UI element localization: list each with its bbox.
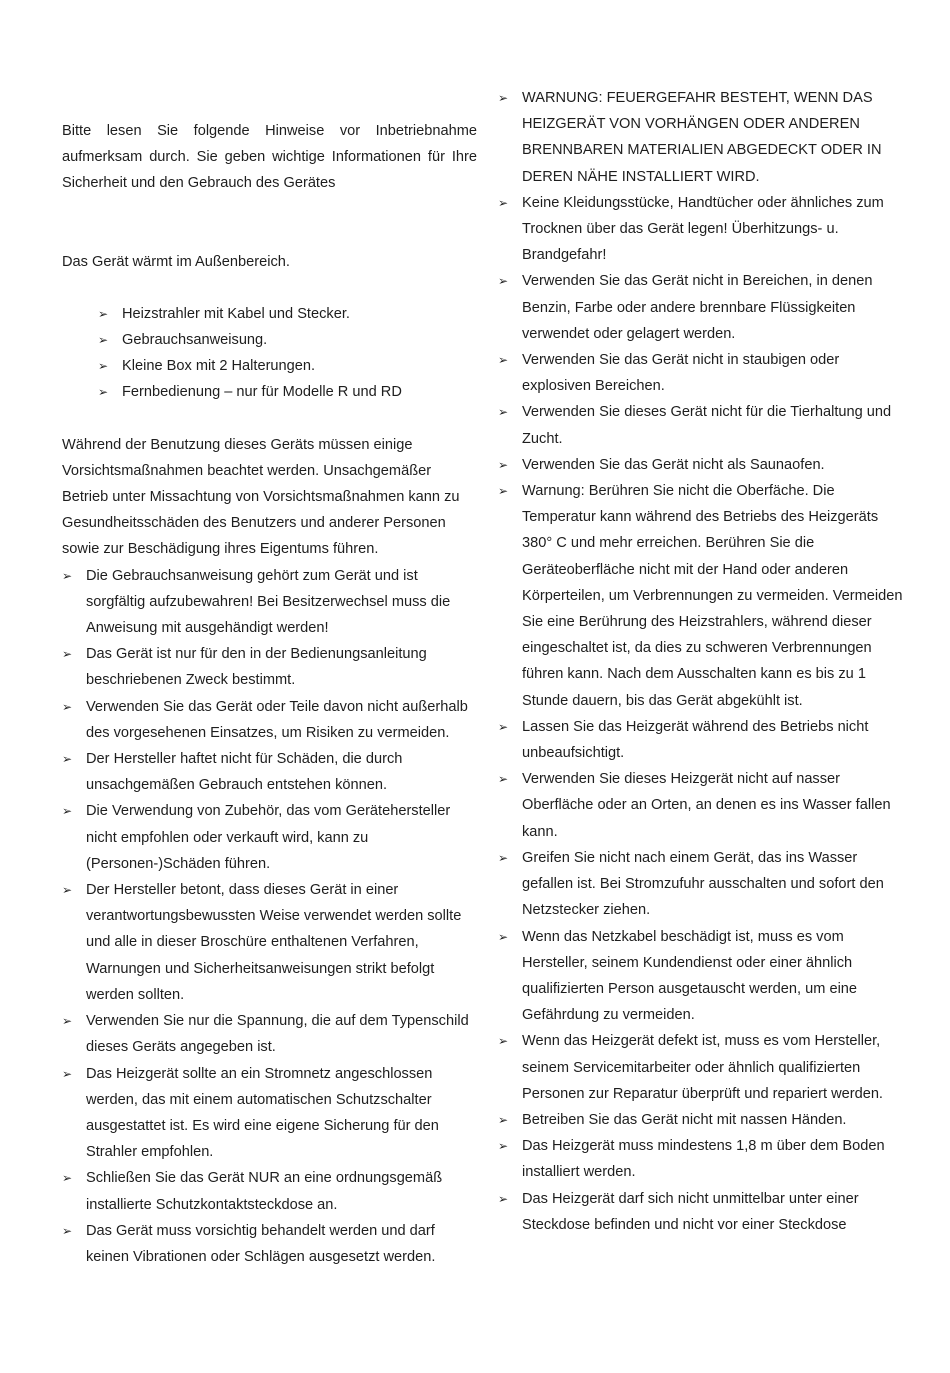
arrow-bullet-icon: ➢	[62, 1014, 73, 1029]
list-item: ➢ Warnung: Berühren Sie nicht die Oberfäche. Die Temperatur kann während des Betriebs des Heizgeräts 380° C und mehr erreichen. Berühren Sie die Geräteoberfläche nicht mit der Hand oder anderen Körperteilen, um Verbrennungen zu vermeiden. Vermeiden Sie eine Berührung des Heizstrahlers, während dieser eingeschaltet ist, da dies zu schweren Verbrennungen führen kann. Nach dem Ausschalten kann es bis zu 1 Stunde dauern, bis das Gerät abgekühlt ist.	[498, 478, 910, 714]
list-item: ➢ Verwenden Sie nur die Spannung, die auf dem Typenschild dieses Geräts angegeben ist.	[62, 1008, 477, 1060]
arrow-bullet-icon: ➢	[498, 91, 509, 105]
list-item: ➢ WARNUNG: FEUERGEFAHR BESTEHT, WENN DAS HEIZGERÄT VON VORHÄNGEN ODER ANDEREN BRENNBAREN MATERIALIEN ABGEDECKT ODER IN DEREN NÄHE INSTALLIERT WIRD.	[498, 85, 910, 190]
list-item: ➢ Keine Kleidungsstücke, Handtücher oder ähnliches zum Trocknen über das Gerät legen! Überhitzungs- u. Brandgefahr!	[498, 190, 910, 269]
arrow-bullet-icon: ➢	[62, 1223, 73, 1238]
list-item: ➢ Verwenden Sie dieses Gerät nicht für die Tierhaltung und Zucht.	[498, 399, 910, 451]
list-item: ➢ Das Gerät ist nur für den in der Bedienungsanleitung beschriebenen Zweck bestimmt.	[62, 641, 477, 693]
arrow-bullet-icon: ➢	[498, 274, 509, 289]
arrow-bullet-icon: ➢	[498, 719, 509, 734]
list-item: ➢ Wenn das Heizgerät defekt ist, muss es vom Hersteller, seinem Servicemitarbeiter oder ähnlich qualifizierten Personen zur Reparatur überprüft und repariert werden.	[498, 1028, 910, 1107]
list-item: ➢ Gebrauchsanweisung.	[98, 327, 477, 353]
arrow-bullet-icon: ➢	[498, 850, 509, 865]
arrow-bullet-icon: ➢	[62, 804, 73, 819]
list-item: ➢ Verwenden Sie das Gerät oder Teile davon nicht außerhalb des vorgesehenen Einsatzes, um Risiken zu vermeiden.	[62, 694, 477, 746]
list-item: ➢ Kleine Box mit 2 Halterungen.	[98, 353, 477, 379]
arrow-bullet-icon: ➢	[498, 353, 509, 368]
list-item: ➢ Verwenden Sie das Gerät nicht in Bereichen, in denen Benzin, Farbe oder andere brennbare Flüssigkeiten verwendet oder gelagert werden.	[498, 268, 910, 347]
arrow-bullet-icon: ➢	[98, 385, 109, 400]
arrow-bullet-icon: ➢	[498, 1139, 509, 1154]
arrow-bullet-icon: ➢	[62, 568, 73, 583]
arrow-bullet-icon: ➢	[62, 1066, 73, 1081]
safety-list-right	[498, 85, 910, 1238]
list-item: ➢ Die Verwendung von Zubehör, das vom Gerätehersteller nicht empfohlen oder verkauft wird, kann zu (Personen-)Schäden führen.	[62, 798, 477, 877]
arrow-bullet-icon: ➢	[98, 306, 109, 321]
arrow-bullet-icon: ➢	[498, 772, 509, 787]
list-item: ➢ Das Heizgerät muss mindestens 1,8 m über dem Boden installiert werden.	[498, 1133, 910, 1185]
list-item: ➢ Greifen Sie nicht nach einem Gerät, das ins Wasser gefallen ist. Bei Stromzufuhr ausschalten und sofort den Netzstecker ziehen.	[498, 845, 910, 924]
list-item: ➢ Lassen Sie das Heizgerät während des Betriebs nicht unbeaufsichtigt.	[498, 714, 910, 766]
arrow-bullet-icon: ➢	[62, 752, 73, 767]
list-item: ➢ Das Heizgerät darf sich nicht unmittelbar unter einer Steckdose befinden und nicht vor einer Steckdose	[498, 1186, 910, 1238]
arrow-bullet-icon: ➢	[498, 457, 509, 472]
arrow-bullet-icon: ➢	[62, 883, 73, 898]
list-item: ➢ Fernbedienung – nur für Modelle R und RD	[98, 379, 477, 405]
arrow-bullet-icon: ➢	[498, 1034, 509, 1049]
list-item: ➢ Verwenden Sie das Gerät nicht in staubigen oder explosiven Bereichen.	[498, 347, 910, 399]
right-column	[498, 85, 910, 1238]
arrow-bullet-icon: ➢	[98, 359, 109, 374]
list-item: ➢ Der Hersteller betont, dass dieses Gerät in einer verantwortungsbewussten Weise verwendet werden sollte und alle in dieser Broschüre enthaltenen Verfahren, Warnungen und Sicherheitsanweisungen strikt befolgt werden sollten.	[62, 877, 477, 1008]
arrow-bullet-icon: ➢	[98, 333, 109, 348]
outdoor-note: Das Gerät wärmt im Außenbereich.	[62, 253, 290, 270]
arrow-bullet-icon: ➢	[498, 1112, 509, 1127]
arrow-bullet-icon: ➢	[62, 699, 73, 714]
list-item: ➢ Das Gerät muss vorsichtig behandelt werden und darf keinen Vibrationen oder Schlägen ausgesetzt werden.	[62, 1218, 477, 1270]
left-column	[62, 118, 477, 1270]
intro-paragraph: Bitte lesen Sie folgende Hinweise vor Inbetriebnahme aufmerksam durch. Sie geben wichtige Informationen für Ihre Sicherheit und den Gebrauch des Gerätes	[62, 123, 477, 192]
list-item: ➢ Das Heizgerät sollte an ein Stromnetz angeschlossen werden, das mit einem automatischen Schutzschalter ausgestattet ist. Es wird eine eigene Sicherung für den Strahler empfohlen.	[62, 1061, 477, 1166]
arrow-bullet-icon: ➢	[498, 929, 509, 944]
list-item: ➢ Heizstrahler mit Kabel und Stecker.	[98, 301, 477, 327]
list-item: ➢ Schließen Sie das Gerät NUR an eine ordnungsgemäß installierte Schutzkontaktsteckdose an.	[62, 1165, 477, 1217]
list-item: ➢ Wenn das Netzkabel beschädigt ist, muss es vom Hersteller, seinem Kundendienst oder einer ähnlich qualifizierten Person ausgetauscht werden, um eine Gefährdung zu vermeiden.	[498, 924, 910, 1029]
package-contents-list	[62, 301, 477, 406]
list-item: ➢ Die Gebrauchsanweisung gehört zum Gerät und ist sorgfältig aufzubewahren! Bei Besitzerwechsel muss die Anweisung mit ausgehändigt werden!	[62, 563, 477, 642]
list-item: ➢ Der Hersteller haftet nicht für Schäden, die durch unsachgemäßen Gebrauch entstehen können.	[62, 746, 477, 798]
arrow-bullet-icon: ➢	[62, 647, 73, 662]
arrow-bullet-icon: ➢	[498, 195, 509, 210]
arrow-bullet-icon: ➢	[498, 484, 509, 499]
precautions-paragraph: Während der Benutzung dieses Geräts müssen einige Vorsichtsmaßnahmen beachtet werden. Unsachgemäßer Betrieb unter Missachtung von Vorsichtsmaßnahmen kann zu Gesundheitsschäden des Benutzers und anderer Personen sowie zur Beschädigung ihres Eigentums führen.	[62, 436, 460, 558]
list-item: ➢ Verwenden Sie dieses Heizgerät nicht auf nasser Oberfläche oder an Orten, an denen es ins Wasser fallen kann.	[498, 766, 910, 845]
list-item: ➢ Betreiben Sie das Gerät nicht mit nassen Händen.	[498, 1107, 910, 1133]
safety-list-left	[62, 563, 477, 1270]
arrow-bullet-icon: ➢	[498, 1191, 509, 1206]
arrow-bullet-icon: ➢	[62, 1171, 73, 1186]
arrow-bullet-icon: ➢	[498, 405, 509, 420]
list-item: ➢ Verwenden Sie das Gerät nicht als Saunaofen.	[498, 452, 910, 478]
